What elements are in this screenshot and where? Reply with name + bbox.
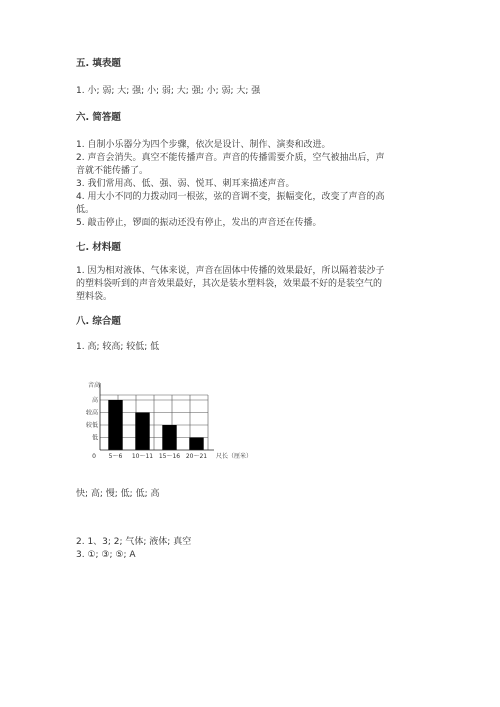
section-7-line: 的塑料袋听到的声音效果最好，其次是装水塑料袋，效果最不好的是装空气的 — [76, 279, 383, 289]
origin-label: 0 — [92, 453, 96, 460]
section-5-answer: 1. 小; 弱; 大; 强; 小; 弱; 大; 强; 小; 弱; 大; 强 — [76, 86, 261, 96]
section-6-heading: 六. 简答题 — [76, 112, 121, 123]
section-5-heading: 五. 填表题 — [76, 58, 121, 69]
section-8-answer-2: 2. 1、3; 2; 气体; 液体; 真空 — [76, 537, 192, 547]
section-6-line: 低。 — [76, 205, 95, 215]
chart-labels — [86, 381, 252, 460]
x-tick-label: 10～11 — [131, 453, 154, 460]
section-6-line: 4. 用大小不同的力拨动同一根弦，弦的音调不变，振幅变化，改变了声音的高 — [76, 192, 385, 202]
x-axis-title: 尺长（厘米） — [216, 453, 253, 460]
section-7-line: 1. 因为相对液体、气体来说，声音在固体中传播的效果最好，所以隔着装沙子 — [76, 266, 385, 276]
x-tick-label: 20～21 — [185, 453, 208, 460]
x-tick-label: 15～16 — [158, 453, 181, 460]
chart-bars — [108, 400, 203, 450]
section-6-line: 3. 我们常用高、低、强、弱、悦耳、刺耳来描述声音。 — [76, 179, 295, 189]
x-tick-label: 5～6 — [108, 453, 123, 460]
chart-bar — [135, 413, 149, 451]
chart-bar — [108, 400, 122, 450]
section-6-line: 2. 声音会消失。真空不能传播声音。声音的传播需要介质，空气被抽出后，声 — [76, 153, 385, 163]
y-tick-label: 较高 — [85, 409, 98, 417]
section-7-heading: 七. 材料题 — [76, 242, 121, 253]
section-6-line: 1. 自制小乐器分为四个步骤，依次是设计、制作、演奏和改进。 — [76, 140, 331, 150]
chart-grid — [100, 395, 208, 450]
y-tick-label: 较低 — [85, 422, 98, 429]
y-tick-label: 高 — [91, 397, 98, 404]
section-7-line: 塑料袋。 — [76, 292, 113, 302]
section-6-line: 5. 敲击停止，锣面的振动还没有停止，发出的声音还在传播。 — [76, 218, 322, 228]
section-8-answer-1: 1. 高; 较高; 较低; 低 — [76, 342, 160, 352]
chart-bar — [162, 425, 176, 450]
y-axis-title: 音高 — [88, 382, 101, 389]
section-8-answer-after-chart: 快; 高; 慢; 低; 低; 高 — [76, 489, 160, 499]
chart-axes — [100, 383, 214, 450]
section-8-heading: 八. 综合题 — [76, 316, 121, 327]
chart-bar — [189, 438, 203, 451]
section-6-line: 音就不能传播了。 — [76, 166, 149, 176]
section-8-answer-3: 3. ①; ③; ⑤; A — [76, 550, 136, 560]
y-tick-label: 低 — [91, 434, 98, 442]
